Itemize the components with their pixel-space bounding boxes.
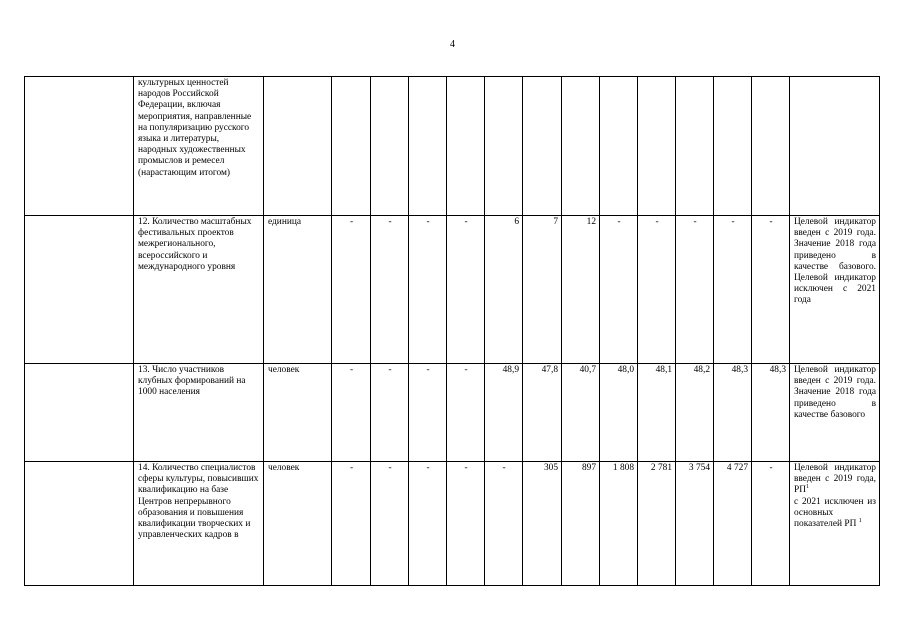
value-cell: 47,8 <box>523 364 562 462</box>
unit-cell <box>264 77 332 216</box>
value-cell: - <box>409 462 447 586</box>
unit-cell: единица <box>264 216 332 364</box>
value-cell: 48,0 <box>600 364 638 462</box>
note-cell: Целевой индикатор введен с 2019 года. Значение 2018 года приведено в качестве базового. Целевой индикатор исключен с 2021 года <box>790 216 880 364</box>
value-cell <box>600 77 638 216</box>
value-cell: - <box>371 216 409 364</box>
table-row <box>25 77 880 216</box>
page-number: 4 <box>450 39 455 50</box>
value-cell <box>752 77 790 216</box>
note-cell <box>790 77 880 216</box>
value-cell: - <box>447 216 485 364</box>
value-cell: - <box>332 216 371 364</box>
unit-cell: человек <box>264 364 332 462</box>
value-cell: - <box>447 364 485 462</box>
value-cell: - <box>371 364 409 462</box>
value-cell: - <box>409 364 447 462</box>
value-cell <box>714 77 752 216</box>
value-cell: - <box>332 462 371 586</box>
value-cell <box>638 77 676 216</box>
value-cell: 48,3 <box>752 364 790 462</box>
value-cell: 48,2 <box>676 364 714 462</box>
value-cell <box>523 77 562 216</box>
note-text: с 2021 исключен из основных показателей РП <box>794 496 876 530</box>
value-cell: - <box>409 216 447 364</box>
value-cell: - <box>752 216 790 364</box>
value-cell: 897 <box>562 462 600 586</box>
value-cell: 6 <box>485 216 523 364</box>
value-cell: - <box>371 462 409 586</box>
footnote-marker: 1 <box>858 517 862 524</box>
value-cell: 48,3 <box>714 364 752 462</box>
empty-cell <box>25 216 134 364</box>
value-cell: 48,1 <box>638 364 676 462</box>
indicator-name: 13. Число участников клубных формирований на 1000 населения <box>134 364 264 462</box>
indicator-name: 14. Количество специалистов сферы культуры, повысивших квалификацию на базе Центров непрерывного образования и повышения квалификации творческих и управленческих кадров в <box>134 462 264 586</box>
value-cell: 12 <box>562 216 600 364</box>
empty-cell <box>25 77 134 216</box>
value-cell <box>485 77 523 216</box>
unit-cell: человек <box>264 462 332 586</box>
value-cell: - <box>714 216 752 364</box>
empty-cell <box>25 364 134 462</box>
table-row <box>25 216 880 364</box>
value-cell: 4 727 <box>714 462 752 586</box>
value-cell: - <box>638 216 676 364</box>
value-cell <box>562 77 600 216</box>
note-cell <box>790 462 880 586</box>
value-cell: 305 <box>523 462 562 586</box>
table-row <box>25 364 880 462</box>
value-cell: - <box>752 462 790 586</box>
indicator-name: культурных ценностей народов Российской Федерации, включая мероприятия, направленные на популяризацию русского языка и литературы, народных художественных промыслов и ремесел (нарастающим итогом) <box>134 77 264 216</box>
footnote-marker: 1 <box>805 484 809 491</box>
value-cell: 2 781 <box>638 462 676 586</box>
value-cell: 7 <box>523 216 562 364</box>
note-cell: Целевой индикатор введен с 2019 года. Значение 2018 года приведено в качестве базового <box>790 364 880 462</box>
value-cell: - <box>676 216 714 364</box>
value-cell: 3 754 <box>676 462 714 586</box>
value-cell <box>332 77 371 216</box>
indicator-name: 12. Количество масштабных фестивальных проектов межрегионального, всероссийского и международного уровня <box>134 216 264 364</box>
value-cell <box>371 77 409 216</box>
value-cell: 1 808 <box>600 462 638 586</box>
note-text: Целевой индикатор введен с 2019 года, РП <box>794 463 876 496</box>
value-cell: - <box>600 216 638 364</box>
value-cell: - <box>332 364 371 462</box>
value-cell: 40,7 <box>562 364 600 462</box>
indicators-table <box>24 76 880 586</box>
value-cell <box>447 77 485 216</box>
value-cell: 48,9 <box>485 364 523 462</box>
table-row <box>25 462 880 586</box>
value-cell <box>409 77 447 216</box>
value-cell: - <box>447 462 485 586</box>
value-cell <box>676 77 714 216</box>
value-cell: - <box>485 462 523 586</box>
empty-cell <box>25 462 134 586</box>
